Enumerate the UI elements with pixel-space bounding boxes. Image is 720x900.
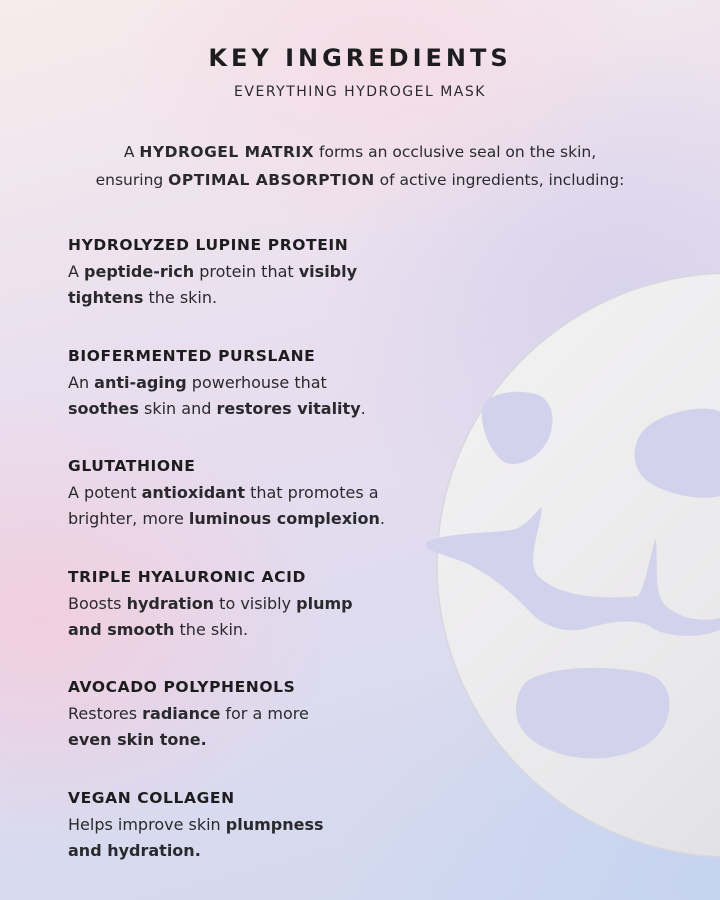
description-line bbox=[68, 812, 448, 838]
emphasis-text: luminous complexion bbox=[188, 509, 380, 528]
text-run: the skin. bbox=[174, 619, 249, 639]
emphasis-text: HYDROGEL MATRIX bbox=[139, 143, 315, 161]
text-run: powerhouse that bbox=[186, 372, 327, 392]
emphasis-text: even skin tone. bbox=[68, 730, 207, 749]
text-run: for a more bbox=[220, 704, 309, 723]
ingredient-name: AVOCADO POLYPHENOLS bbox=[68, 678, 296, 696]
emphasis-text: anti-aging bbox=[94, 372, 187, 392]
text-run: the skin. bbox=[143, 288, 218, 307]
ingredient-item bbox=[68, 787, 448, 898]
description-line bbox=[68, 838, 448, 864]
emphasis-text: peptide-rich bbox=[84, 262, 195, 281]
emphasis-text: plump bbox=[296, 593, 353, 613]
text-run: . bbox=[379, 509, 385, 528]
emphasis-text: plumpness bbox=[225, 814, 324, 834]
text-run: An bbox=[68, 372, 95, 392]
emphasis-text: antioxidant bbox=[141, 483, 245, 502]
page-subtitle: EVERYTHING HYDROGEL MASK bbox=[234, 84, 486, 100]
ingredient-name: TRIPLE HYALURONIC ACID bbox=[68, 567, 306, 586]
text-run: forms an occlusive seal on the skin, bbox=[314, 143, 597, 161]
text-run: Restores bbox=[68, 704, 143, 723]
description-line bbox=[68, 506, 448, 532]
description-line bbox=[68, 480, 448, 506]
ingredient-item bbox=[68, 345, 448, 456]
emphasis-text: soothes bbox=[68, 398, 139, 418]
ingredient-name: HYDROLYZED LUPINE PROTEIN bbox=[68, 236, 349, 254]
intro-paragraph bbox=[40, 138, 680, 194]
ingredient-name: GLUTATHIONE bbox=[68, 457, 196, 475]
emphasis-text: restores vitality bbox=[216, 398, 361, 418]
text-run: Helps improve skin bbox=[68, 814, 226, 834]
text-run: that promotes a bbox=[245, 483, 379, 502]
emphasis-text: hydration bbox=[126, 593, 215, 613]
description-line bbox=[68, 259, 448, 285]
text-run: skin and bbox=[138, 398, 217, 418]
text-run: to visibly bbox=[214, 593, 297, 613]
emphasis-text: and hydration. bbox=[68, 840, 201, 860]
text-run: ensuring bbox=[95, 171, 169, 189]
ingredient-name: BIOFERMENTED PURSLANE bbox=[68, 346, 316, 365]
description-line bbox=[68, 617, 448, 643]
emphasis-text: tightens bbox=[68, 288, 144, 307]
text-run: protein that bbox=[194, 262, 299, 281]
ingredient-description bbox=[68, 812, 448, 864]
ingredient-description bbox=[68, 591, 448, 643]
ingredient-description bbox=[68, 701, 448, 753]
description-line bbox=[68, 701, 448, 727]
description-line bbox=[68, 370, 448, 396]
text-run: A potent bbox=[68, 483, 142, 502]
text-run: A bbox=[123, 143, 140, 161]
ingredient-description bbox=[68, 480, 448, 532]
description-line bbox=[68, 285, 448, 311]
ingredient-item bbox=[68, 455, 448, 566]
ingredient-item bbox=[68, 234, 448, 345]
emphasis-text: visibly bbox=[298, 262, 358, 281]
ingredient-description bbox=[68, 370, 448, 422]
description-line bbox=[68, 591, 448, 617]
page-title: KEY INGREDIENTS bbox=[208, 44, 512, 72]
ingredient-list bbox=[68, 234, 448, 897]
face-mask-icon bbox=[426, 273, 720, 857]
ingredient-name: VEGAN COLLAGEN bbox=[68, 788, 235, 807]
text-run: A bbox=[68, 262, 85, 281]
text-run: brighter, more bbox=[68, 509, 189, 528]
intro-line-2 bbox=[40, 166, 680, 194]
ingredient-item bbox=[68, 676, 448, 787]
ingredient-item bbox=[68, 566, 448, 677]
text-run: . bbox=[360, 398, 366, 418]
intro-line-1 bbox=[40, 138, 680, 166]
text-run: of active ingredients, including: bbox=[374, 171, 625, 189]
emphasis-text: radiance bbox=[142, 704, 221, 723]
emphasis-text: OPTIMAL ABSORPTION bbox=[168, 171, 375, 189]
ingredient-description bbox=[68, 259, 448, 311]
emphasis-text: and smooth bbox=[68, 619, 175, 639]
description-line bbox=[68, 396, 448, 422]
description-line bbox=[68, 727, 448, 753]
hydrogel-mask-illustration bbox=[420, 270, 720, 900]
text-run: Boosts bbox=[68, 593, 127, 613]
